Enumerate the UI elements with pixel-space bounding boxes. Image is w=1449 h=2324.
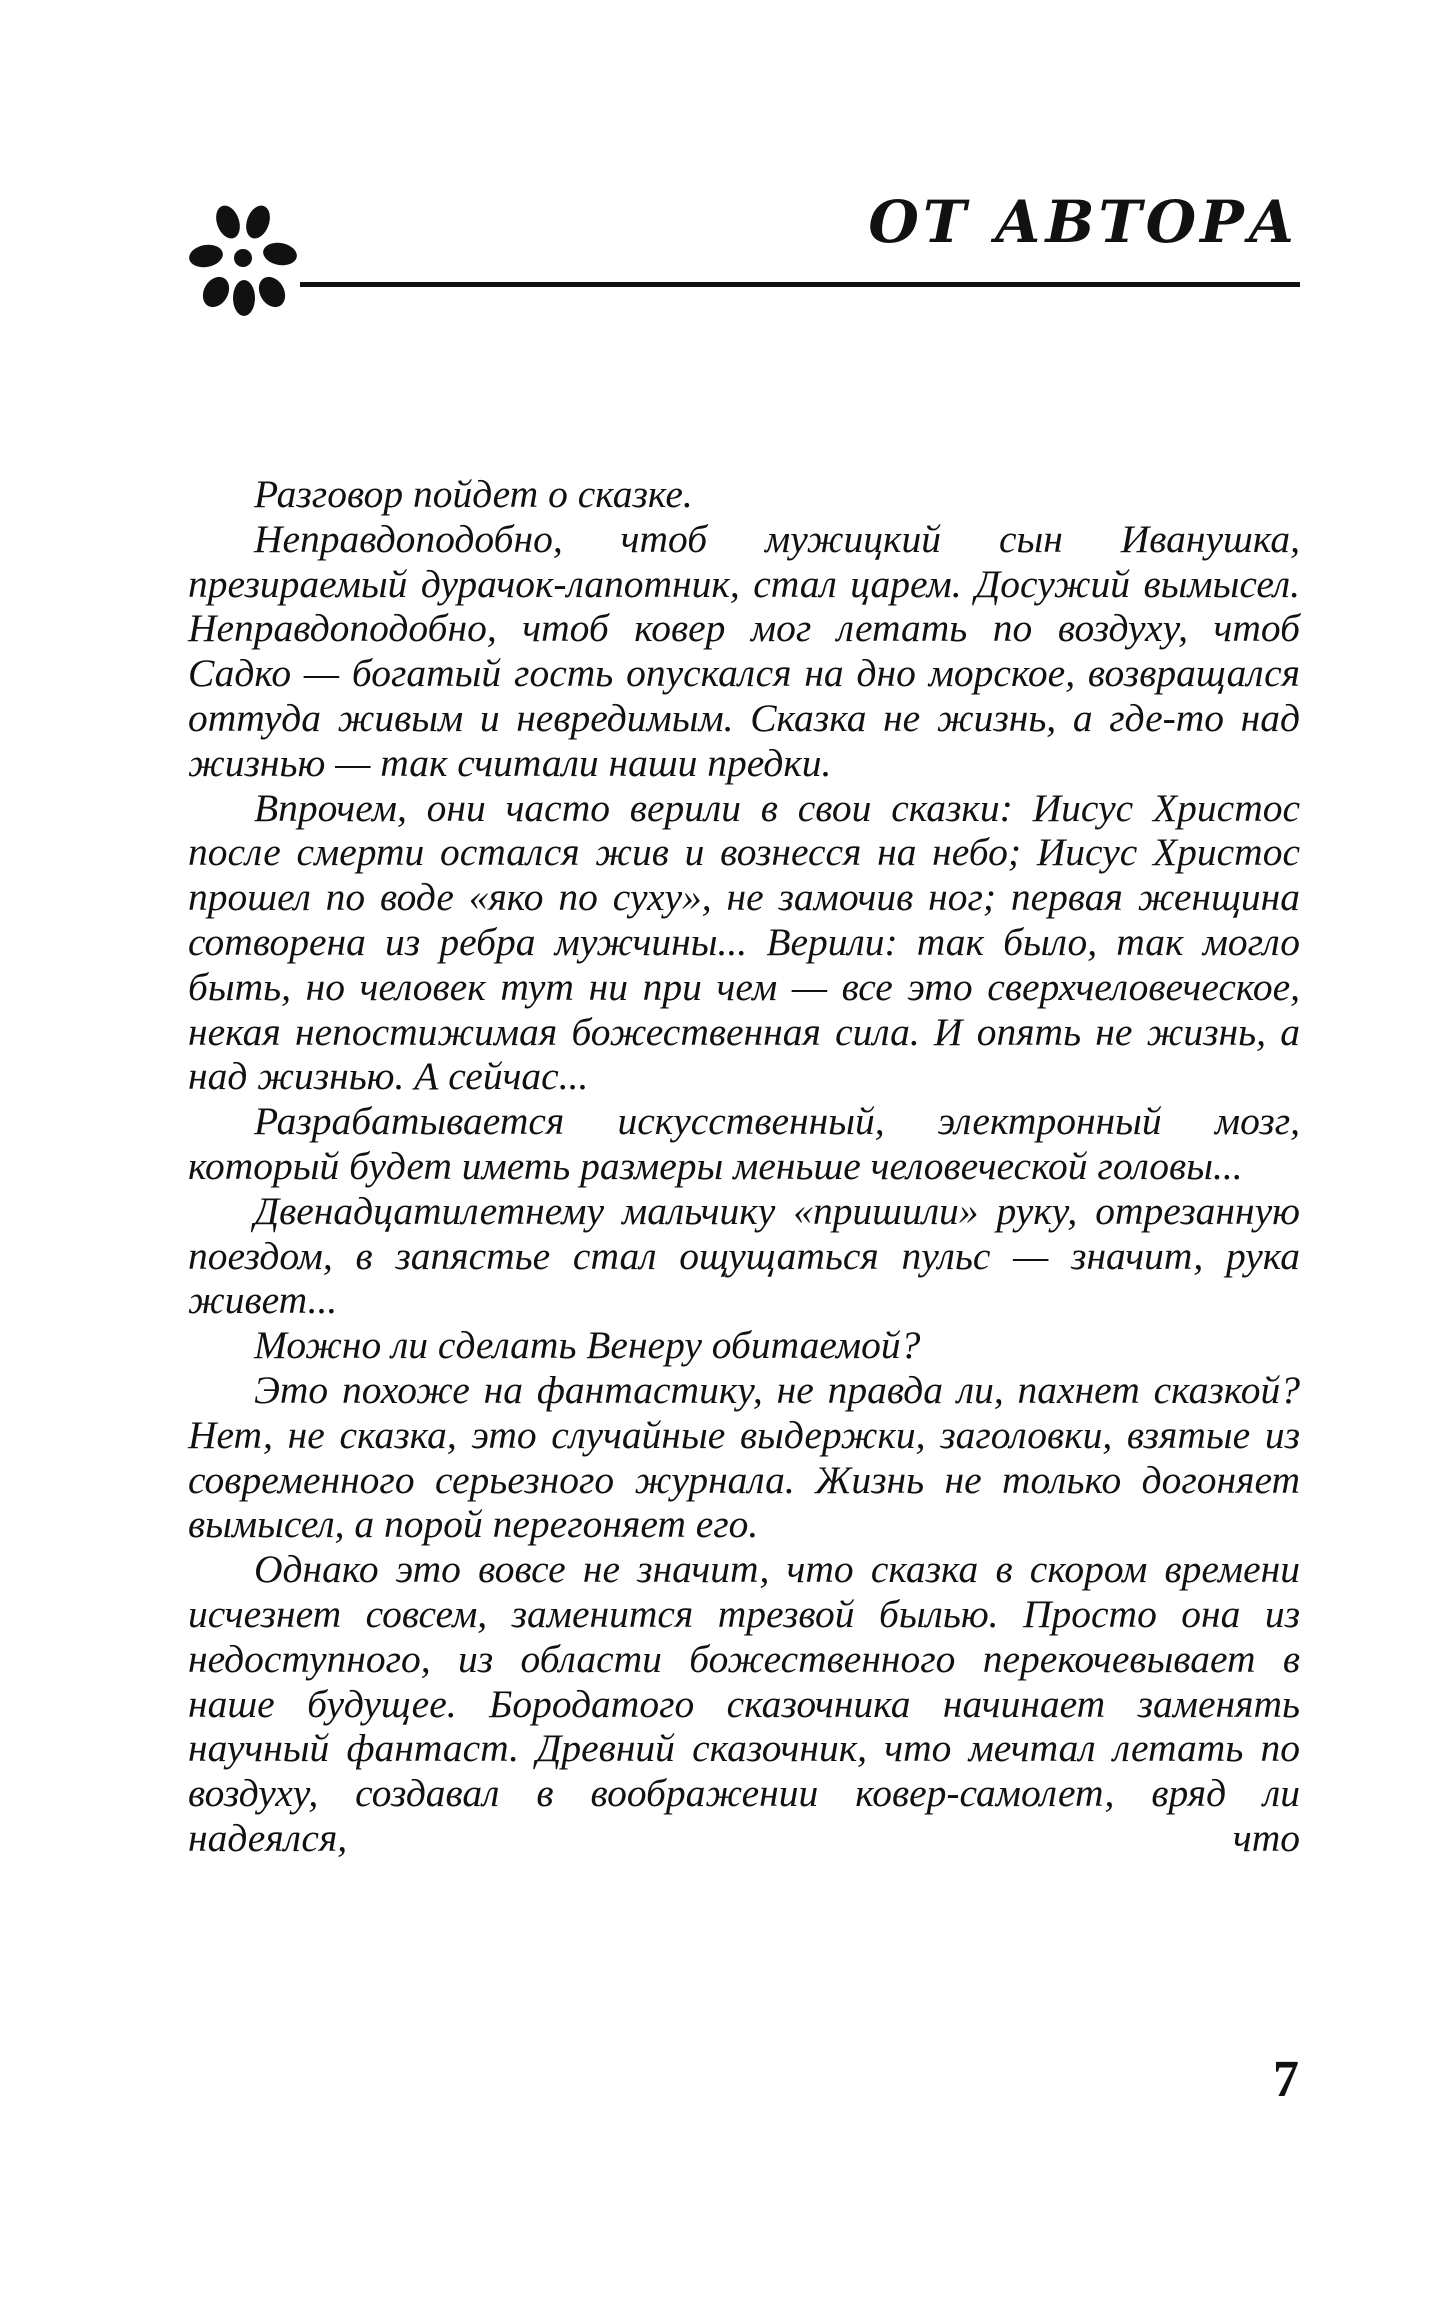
paragraph: Разрабатывается искусственный, электронный мозг, который будет иметь размеры меньше человеческой головы... xyxy=(188,1099,1300,1188)
header-rule xyxy=(300,282,1300,287)
paragraph: Двенадцатилетнему мальчику «пришили» руку, отрезанную поездом, в запястье стал ощущаться пульс — значит, рука живет... xyxy=(188,1188,1300,1323)
body-text xyxy=(188,472,1300,1861)
page-number: 7 xyxy=(1273,2051,1299,2108)
paragraph: Впрочем, они часто верили в свои сказки: Иисус Христос после смерти остался жив и вознесся на небо; Иисус Христос прошел по воде «яко по сухy», не замочив ног; первая женщина сотворена из ребра мужчины... Верили: так было, так могло быть, но человек тут ни при чем — все это сверхчеловеческое, некая непостижимая божественная сила. И опять не жизнь, а над жизнью. А сейчас... xyxy=(188,785,1300,1099)
flower-ornament-icon xyxy=(188,200,298,318)
chapter-title: ОТ АВТОРА xyxy=(868,188,1299,256)
paragraph: Неправдоподобно, чтоб мужицкий сын Иванушка, презираемый дурачок-лапотник, стал царем. Досужий вымысел. Неправдоподобно, чтоб ковер мог летать по воздуху, чтоб Садко — богатый гость опускался на дно морское, возвращался оттуда живым и невредимым. Сказка не жизнь, а где-то над жизнью — так считали наши предки. xyxy=(188,516,1300,785)
paragraph: Разговор пойдет о сказке. xyxy=(254,472,693,516)
paragraph: Это похоже на фантастику, не правда ли, пахнет сказкой? Нет, не сказка, это случайные выдержки, заголовки, взятые из современного серьезного журнала. Жизнь не только догоняет вымысел, а порой перегоняет его. xyxy=(188,1367,1300,1547)
paragraph: Однако это вовсе не значит, что сказка в скором времени исчезнет совсем, заменится трезвой былью. Просто она из недоступного, из области божественного перекочевывает в наше будущее. Бородатого сказочника начинает заменять научный фантаст. Древний сказочник, что мечтал летать по воздуху, создавал в воображении ковер-самолет, вряд ли надеялся, что xyxy=(188,1547,1300,1860)
paragraph: Можно ли сделать Венеру обитаемой? xyxy=(254,1323,921,1368)
